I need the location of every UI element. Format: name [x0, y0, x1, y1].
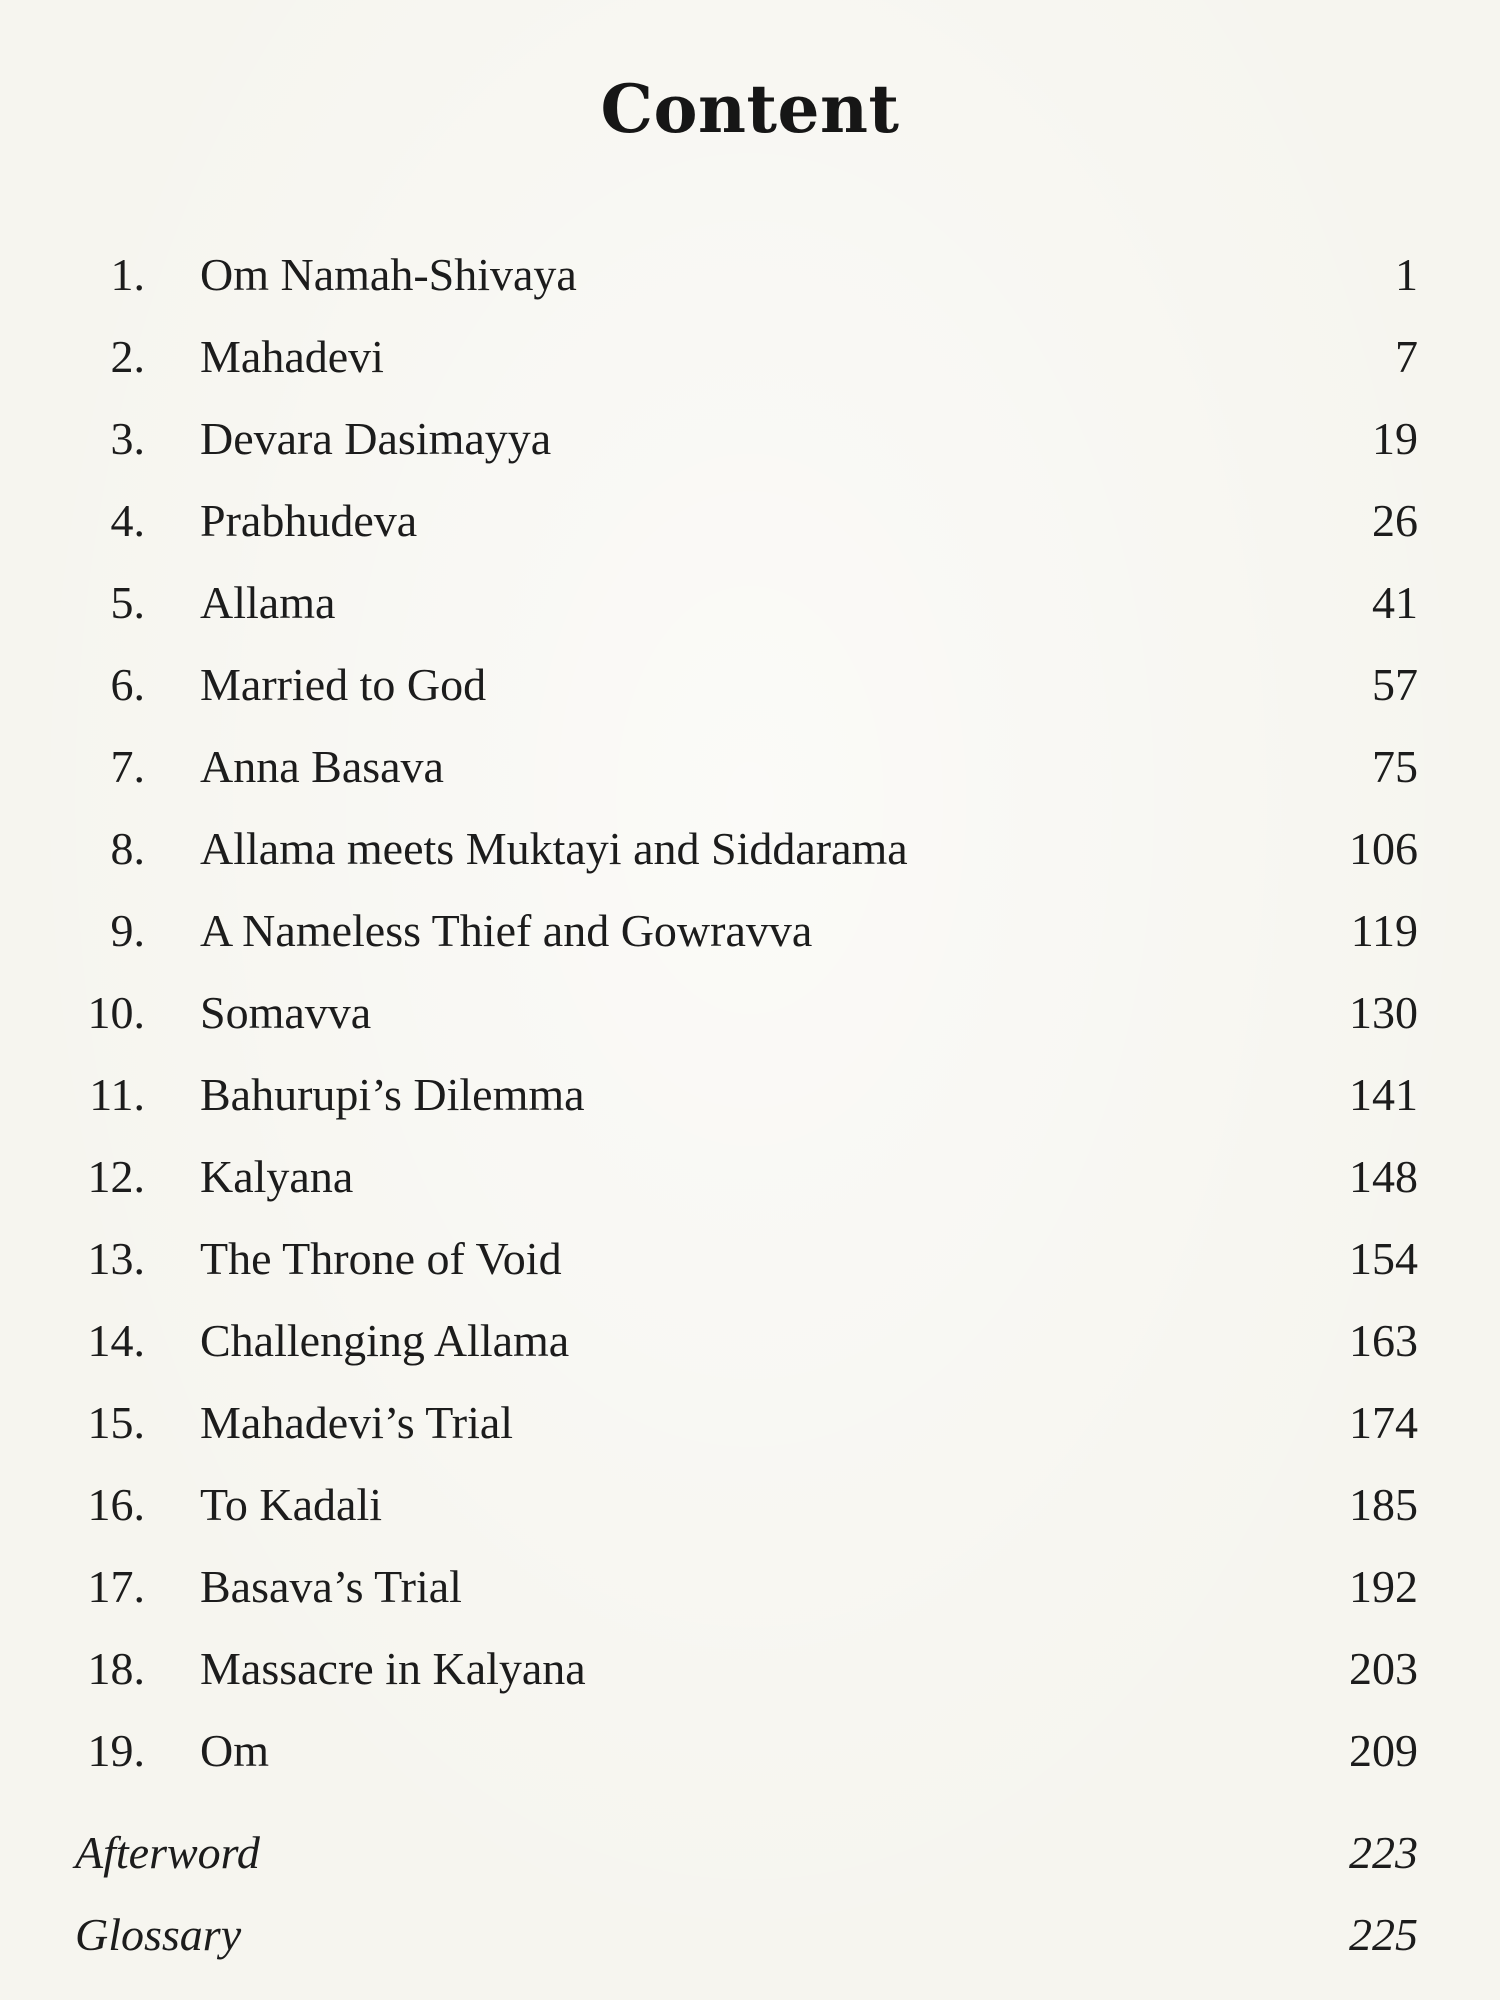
chapter-number: 2.: [110, 331, 145, 382]
chapter-number: 19.: [87, 1725, 145, 1776]
chapter-page-number: 7: [1395, 331, 1418, 382]
chapter-title: Allama meets Muktayi and Siddarama: [200, 823, 908, 874]
page-title: Content: [600, 70, 900, 148]
chapter-page-number: 174: [1349, 1397, 1418, 1448]
chapter-page-number: 203: [1349, 1643, 1418, 1694]
chapter-number: 10.: [87, 987, 145, 1038]
chapter-title: Devara Dasimayya: [200, 413, 552, 464]
chapter-number: 12.: [87, 1151, 145, 1202]
chapter-page-number: 75: [1372, 741, 1418, 792]
chapter-page-number: 185: [1349, 1479, 1418, 1530]
chapter-number: 7.: [110, 741, 145, 792]
chapter-page-number: 154: [1349, 1233, 1418, 1284]
chapter-title: Allama: [200, 577, 336, 628]
back-matter-entry: [0, 1905, 1500, 1987]
chapter-page-number: 26: [1372, 495, 1418, 546]
chapter-title: Om Namah-Shivaya: [200, 249, 577, 300]
chapter-page-number: 192: [1349, 1561, 1418, 1612]
toc-entry: [0, 1475, 1500, 1557]
chapter-page-number: 130: [1349, 987, 1418, 1038]
chapter-number: 9.: [110, 905, 145, 956]
chapter-title: Om: [200, 1725, 269, 1776]
chapter-number: 16.: [87, 1479, 145, 1530]
chapter-number: 4.: [110, 495, 145, 546]
toc-entry: [0, 491, 1500, 573]
chapter-title: Mahadevi: [200, 331, 384, 382]
glossary-title: Glossary: [75, 1909, 242, 1960]
toc-entry: [0, 1721, 1500, 1803]
toc-entry: [0, 1311, 1500, 1393]
chapter-number: 5.: [110, 577, 145, 628]
toc-entry: [0, 1147, 1500, 1229]
toc-entry: [0, 327, 1500, 409]
back-matter-list: [0, 1823, 1500, 1987]
chapter-title: Kalyana: [200, 1151, 354, 1202]
chapter-title: Somavva: [200, 987, 372, 1038]
toc-entry: [0, 1557, 1500, 1639]
afterword-title: Afterword: [75, 1827, 260, 1878]
chapter-title: Prabhudeva: [200, 495, 418, 546]
chapter-title: Massacre in Kalyana: [200, 1643, 586, 1694]
toc-entry: [0, 983, 1500, 1065]
chapter-number: 15.: [87, 1397, 145, 1448]
chapter-number: 14.: [87, 1315, 145, 1366]
chapter-title: Challenging Allama: [200, 1315, 570, 1366]
chapter-page-number: 41: [1372, 577, 1418, 628]
toc-entry: [0, 409, 1500, 491]
toc-entry: [0, 1229, 1500, 1311]
chapter-page-number: 119: [1350, 905, 1418, 956]
chapter-title: A Nameless Thief and Gowravva: [200, 905, 813, 956]
chapter-page-number: 19: [1372, 413, 1418, 464]
back-matter-entry: [0, 1823, 1500, 1905]
glossary-page-number: 225: [1349, 1909, 1418, 1960]
chapter-page-number: 57: [1372, 659, 1418, 710]
chapter-page-number: 209: [1349, 1725, 1418, 1776]
toc-entry: [0, 1065, 1500, 1147]
chapter-page-number: 163: [1349, 1315, 1418, 1366]
chapter-title: The Throne of Void: [200, 1233, 562, 1284]
chapter-number: 8.: [110, 823, 145, 874]
chapter-title: To Kadali: [200, 1479, 383, 1530]
chapter-number: 13.: [87, 1233, 145, 1284]
toc-entry: [0, 1393, 1500, 1475]
chapter-number: 3.: [110, 413, 145, 464]
toc-entry: [0, 819, 1500, 901]
toc-entry: [0, 573, 1500, 655]
toc-entry: [0, 1639, 1500, 1721]
chapter-title: Basava’s Trial: [200, 1561, 462, 1612]
chapter-number: 11.: [89, 1069, 145, 1120]
chapter-title: Married to God: [200, 659, 487, 710]
chapter-title: Mahadevi’s Trial: [200, 1397, 514, 1448]
chapter-page-number: 148: [1349, 1151, 1418, 1202]
chapter-number: 18.: [87, 1643, 145, 1694]
table-of-contents: [0, 245, 1500, 1803]
toc-entry: [0, 655, 1500, 737]
chapter-title: Anna Basava: [200, 741, 444, 792]
chapter-number: 1.: [110, 249, 145, 300]
afterword-page-number: 223: [1349, 1827, 1418, 1878]
chapter-page-number: 141: [1349, 1069, 1418, 1120]
chapter-page-number: 1: [1395, 249, 1418, 300]
chapter-page-number: 106: [1349, 823, 1418, 874]
chapter-number: 6.: [110, 659, 145, 710]
chapter-title: Bahurupi’s Dilemma: [200, 1069, 585, 1120]
chapter-number: 17.: [87, 1561, 145, 1612]
toc-entry: [0, 737, 1500, 819]
toc-entry: [0, 245, 1500, 327]
toc-entry: [0, 901, 1500, 983]
